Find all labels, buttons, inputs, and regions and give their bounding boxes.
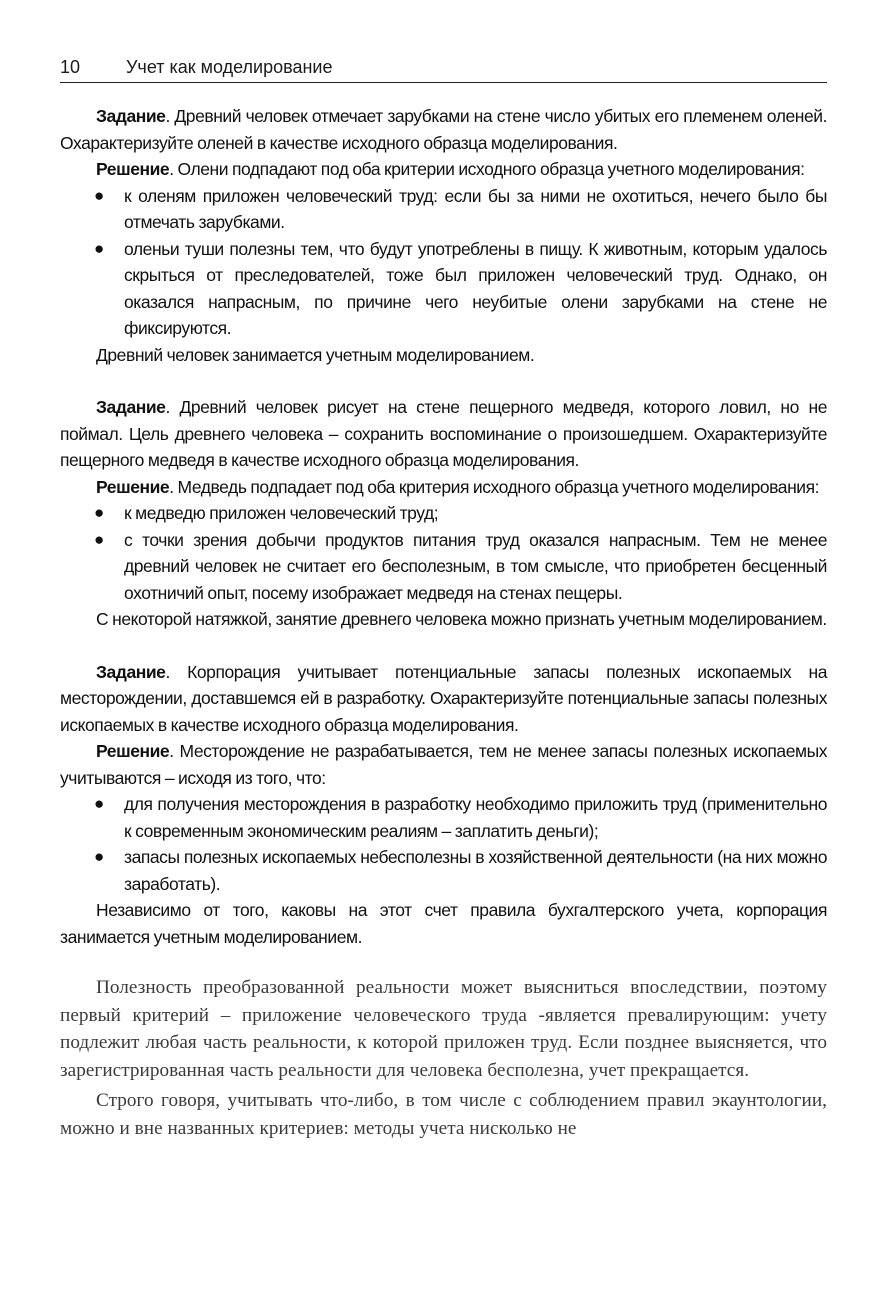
bullet-icon: ● — [94, 185, 104, 205]
solution-text: . Медведь подпадает под оба критерия исходного образца учетного моделирования: — [169, 476, 820, 497]
task-text: . Древний человек отмечает зарубками на стене число убитых его племенем оленей. Охарактеризуйте оленей в качестве исходного образца моделирования. — [60, 106, 827, 153]
task-statement — [60, 659, 827, 739]
list-item-text: запасы полезных ископаемых небесполезны в хозяйственной деятельности (на них можно заработать). — [124, 847, 827, 894]
list-item-text: для получения месторождения в разработку необходимо приложить труд (применительно к современным экономическим реалиям – заплатить деньги); — [124, 794, 827, 841]
list-item — [60, 791, 827, 844]
body-text — [60, 974, 827, 1142]
list-item-text: с точки зрения добычи продуктов питания труд оказался напрасным. Тем не менее древний человек не считает его бесполезным, в том смысле, что приобретен бесценный охотничий опыт, посему изображает медведя на стенах пещеры. — [124, 529, 827, 603]
bullet-icon: ● — [94, 503, 104, 522]
solution-label: Решение — [96, 741, 170, 761]
task-block — [60, 103, 827, 368]
list-item — [60, 183, 827, 236]
page-header — [60, 56, 827, 83]
solution-statement — [60, 156, 827, 183]
solution-statement — [60, 474, 827, 501]
task-conclusion: Древний человек занимается учетным моделированием. — [96, 344, 535, 365]
running-title: Учет как моделирование — [126, 57, 333, 77]
bullet-icon: ● — [94, 794, 104, 813]
solution-text: . Олени подпадают под оба критерии исходного образца учетного моделирования: — [169, 159, 805, 179]
list-item-text: к медведю приложен человеческий труд; — [124, 503, 439, 523]
body-paragraph: Полезность преобразованной реальности может выясниться впоследствии, поэтому первый критерий – приложение человеческого труда -является превалирующим: учету подлежит любая часть реальности, к которой приложен труд. Если позднее выясняется, что зарегистрированная часть реальности для человека бесполезна, учет прекращается. — [60, 977, 827, 1081]
solution-statement — [60, 738, 827, 791]
task-block — [60, 394, 827, 633]
list-item — [60, 500, 827, 527]
list-item — [60, 844, 827, 897]
bullet-list — [60, 183, 827, 342]
solution-label: Решение — [96, 476, 170, 497]
task-statement — [60, 103, 827, 156]
task-conclusion: С некоторой натяжкой, занятие древнего человека можно признать учетным моделированием. — [96, 609, 827, 629]
task-text: . Древний человек рисует на стене пещерного медведя, которого ловил, но не поймал. Цель древнего человека – сохранить воспоминание о произошедшем. Охарактеризуйте пещерного медведя в качестве исходного образца моделирования. — [60, 397, 827, 470]
body-paragraph: Строго говоря, учитывать что-либо, в том числе с соблюдением правил экаунтологии, можно и вне названных критериев: методы учета нисколько не — [60, 1090, 827, 1139]
task-conclusion: Независимо от того, каковы на этот счет правила бухгалтерского учета, корпорация занимается учетным моделированием. — [60, 900, 827, 947]
task-label: Задание — [96, 397, 166, 417]
list-item-text: к оленям приложен человеческий труд: если бы за ними не охотиться, нечего было бы отмечать зарубками. — [124, 185, 827, 232]
bullet-list — [60, 791, 827, 897]
bullet-icon: ● — [94, 529, 104, 549]
task-block — [60, 659, 827, 951]
task-label: Задание — [96, 661, 166, 682]
list-item-text: оленьи туши полезны тем, что будут употреблены в пищу. К животным, которым удалось скрыться от преследователей, тоже был приложен человеческий труд. Однако, он оказался напрасным, по причине чего неубитые олени зарубками на стене не фиксируются. — [124, 238, 827, 338]
list-item — [60, 527, 827, 607]
page-content — [60, 103, 827, 1145]
page-number: 10 — [60, 57, 81, 77]
bullet-icon: ● — [94, 238, 104, 258]
task-label: Задание — [96, 106, 166, 126]
solution-text: . Месторождение не разрабатывается, тем не менее запасы полезных ископаемых учитываются – исходя из того, что: — [60, 741, 827, 788]
task-text: . Корпорация учитывает потенциальные запасы полезных ископаемых на месторождении, доставшемся ей в разработку. Охарактеризуйте потенциальные запасы полезных ископаемых в качестве исходного образца моделирования. — [60, 661, 827, 735]
bullet-list — [60, 500, 827, 606]
task-statement — [60, 394, 827, 474]
list-item — [60, 236, 827, 342]
bullet-icon: ● — [94, 847, 104, 866]
solution-label: Решение — [96, 159, 170, 179]
